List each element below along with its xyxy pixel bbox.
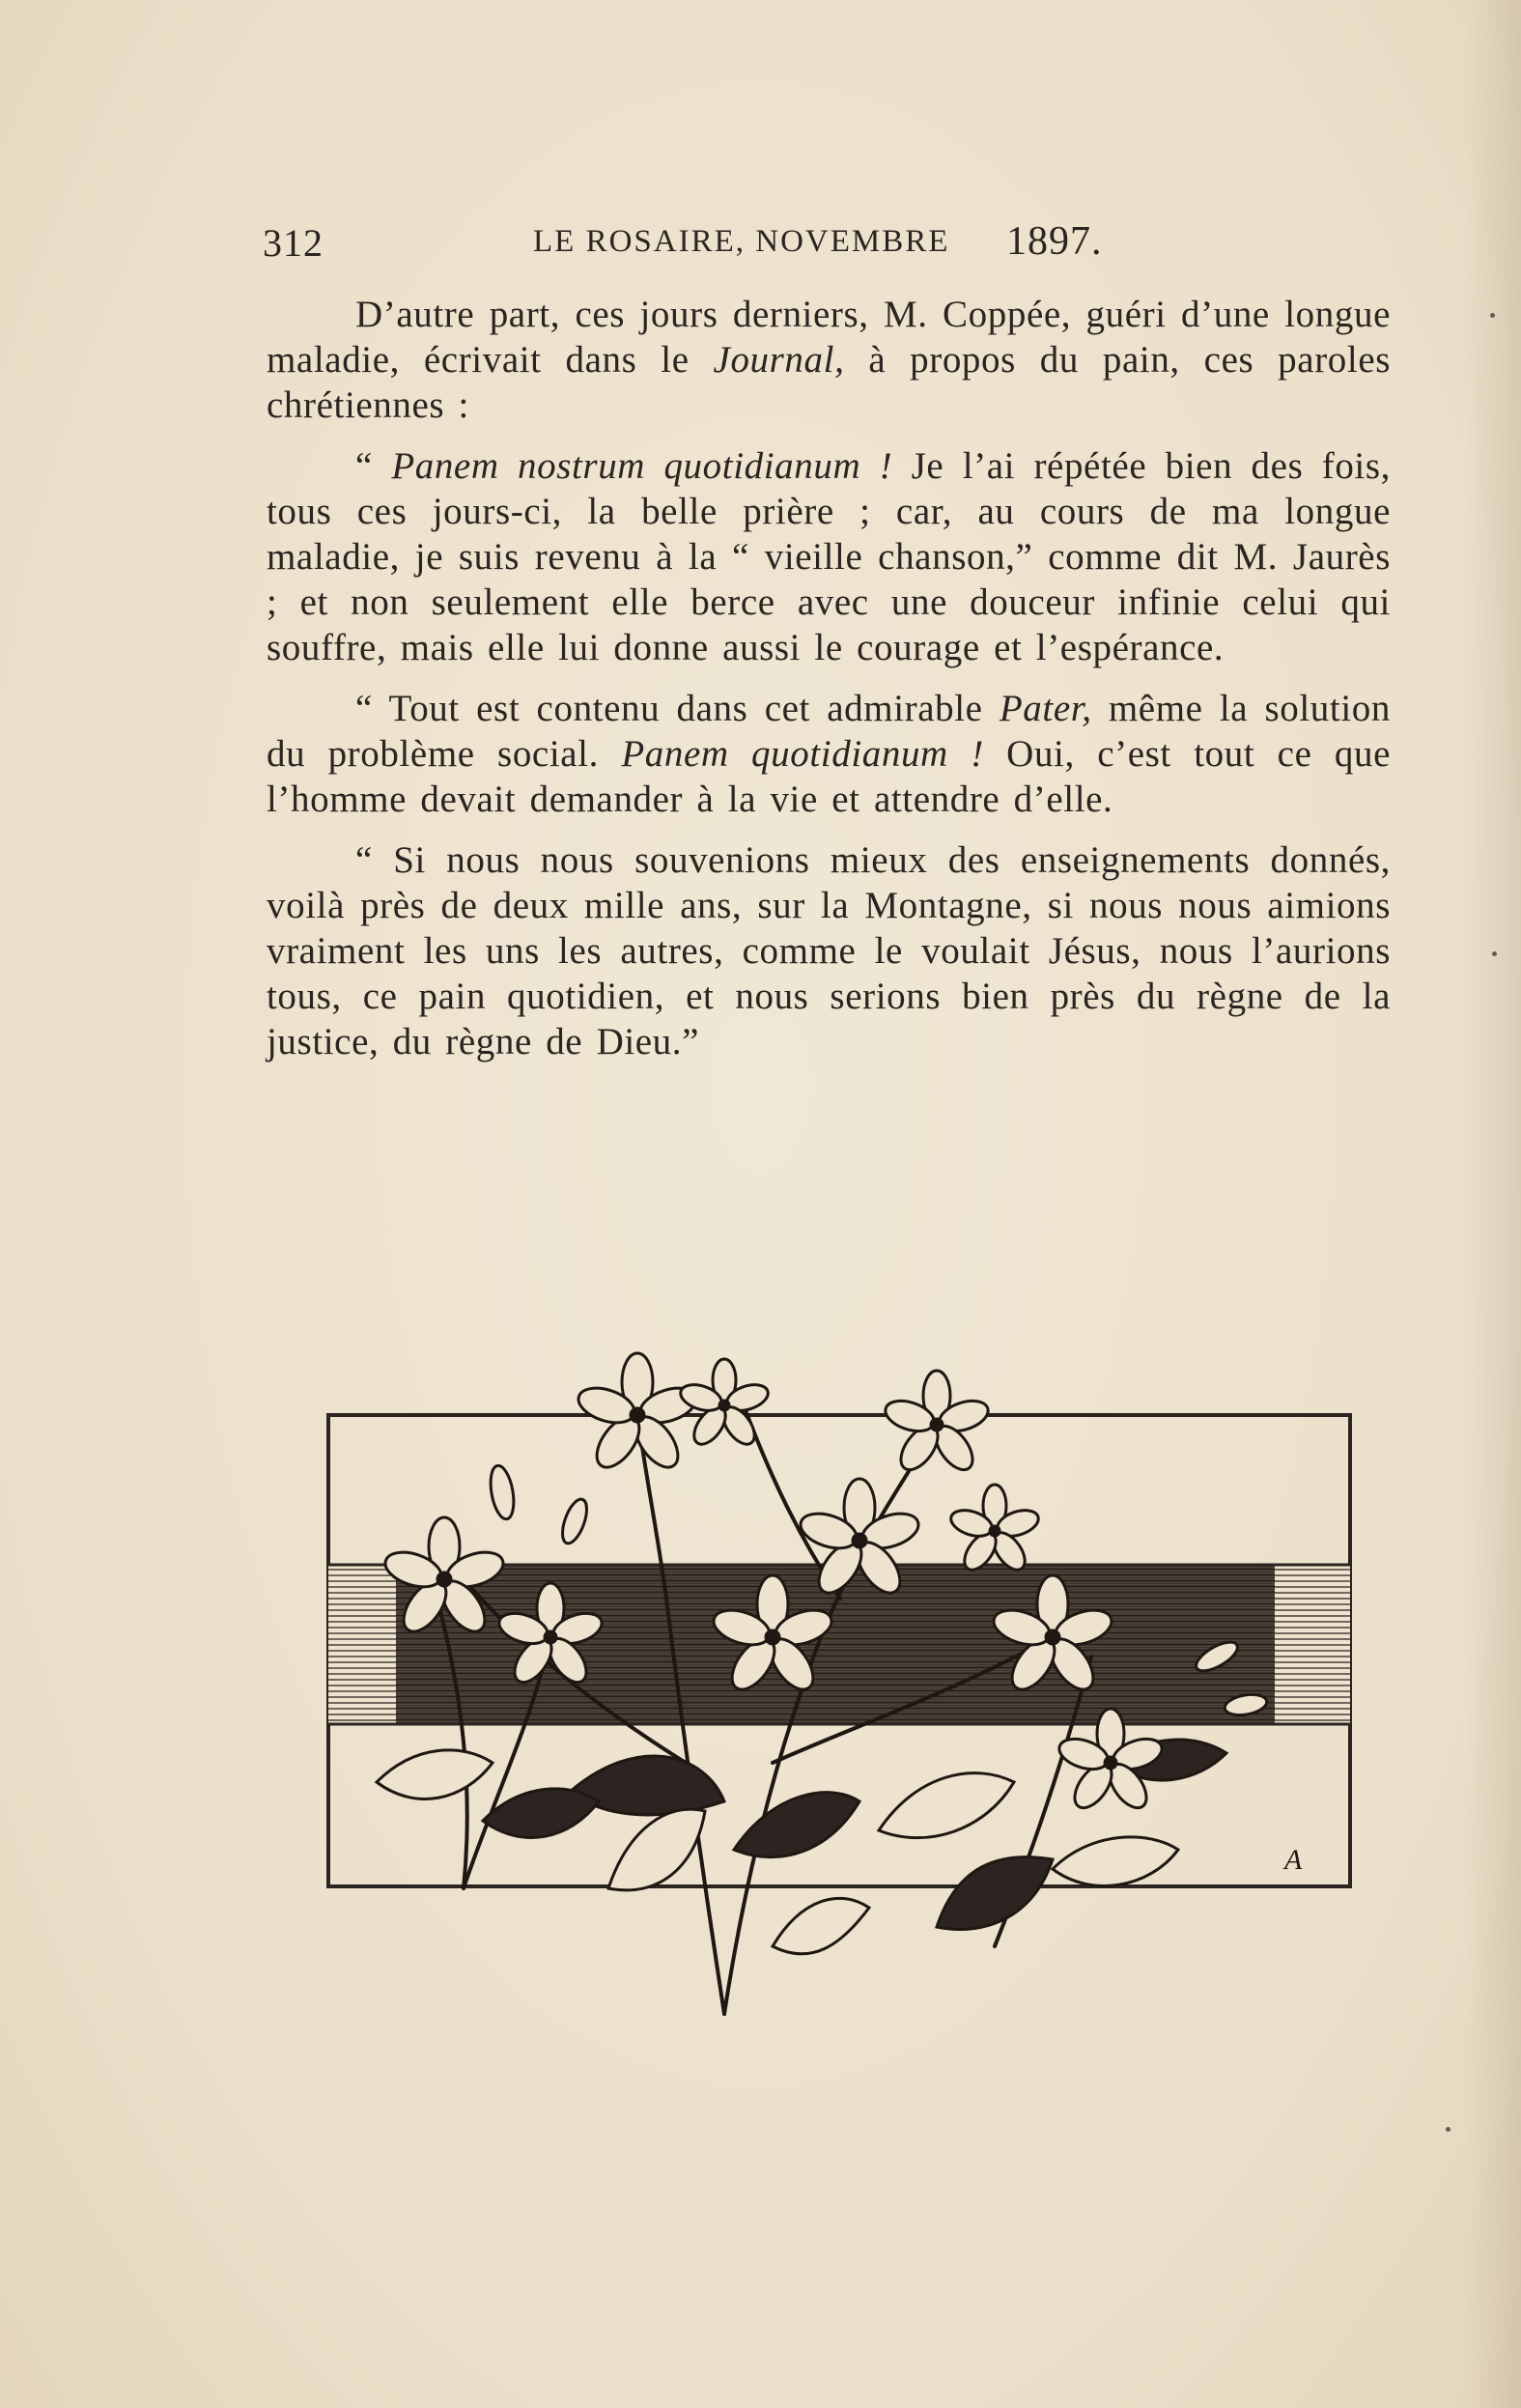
paragraph-3-italic-b: Panem quotidianum ! — [621, 733, 984, 775]
paragraph-1 — [267, 292, 1391, 428]
paragraph-4-text: “ Si nous nous souvenions mieux des enseignements donnés, voilà près de deux mille ans, sur la Montagne, si nous nous aimions vraiment les uns les autres, comme le voulait Jésus, nous l’aurions tous, ce pain quotidien, et nous serions bien près du règne de la justice, du règne de Dieu.” — [267, 839, 1391, 1062]
paragraph-2-open-quote: “ — [355, 445, 392, 487]
page-number: 312 — [263, 221, 324, 265]
paragraph-3-text-b: même la solution du problème social. — [267, 688, 1391, 775]
paragraph-2-text: Je l’ai répétée bien des fois, tous ces jours-ci, la belle prière ; car, au cours de ma longue maladie, je suis revenu à la “ vieille chanson,” comme dit M. Jaurès ; et non seulement elle berce avec une douceur infinie celui qui souffre, mais elle lui donne aussi le courage et l’espérance. — [267, 445, 1391, 668]
paragraph-3-italic-a: Pater, — [999, 688, 1092, 729]
page-edge-shadow — [1463, 0, 1521, 2408]
paragraph-3 — [267, 686, 1391, 822]
running-head — [263, 214, 1393, 272]
paragraph-3-text-c: Oui, c’est tout ce que l’homme devait demander à la vie et attendre d’elle. — [267, 733, 1391, 820]
paragraph-1-text-b: à propos du pain, ces paroles chrétiennes : — [267, 339, 1391, 426]
paragraph-2 — [267, 443, 1391, 670]
paragraph-1-italic: Journal, — [713, 339, 845, 381]
floral-vignette-illustration — [319, 1347, 1362, 2024]
stray-ink-dot — [1492, 951, 1497, 956]
paragraph-1-text-a: D’autre part, ces jours derniers, M. Coppée, guéri d’une longue maladie, écrivait dans le — [267, 294, 1391, 381]
paragraph-2-italic: Panem nostrum quotidianum ! — [391, 445, 893, 487]
stray-ink-dot — [1446, 2127, 1451, 2132]
stray-ink-dot — [1490, 313, 1495, 318]
running-title: LE ROSAIRE, NOVEMBRE — [533, 224, 950, 259]
artist-monogram: A — [1284, 1844, 1303, 1876]
article-text — [267, 292, 1391, 1080]
running-year: 1897. — [1006, 219, 1103, 264]
paragraph-3-text-a: “ Tout est contenu dans cet admirable — [355, 688, 1000, 729]
paragraph-4 — [267, 837, 1391, 1064]
